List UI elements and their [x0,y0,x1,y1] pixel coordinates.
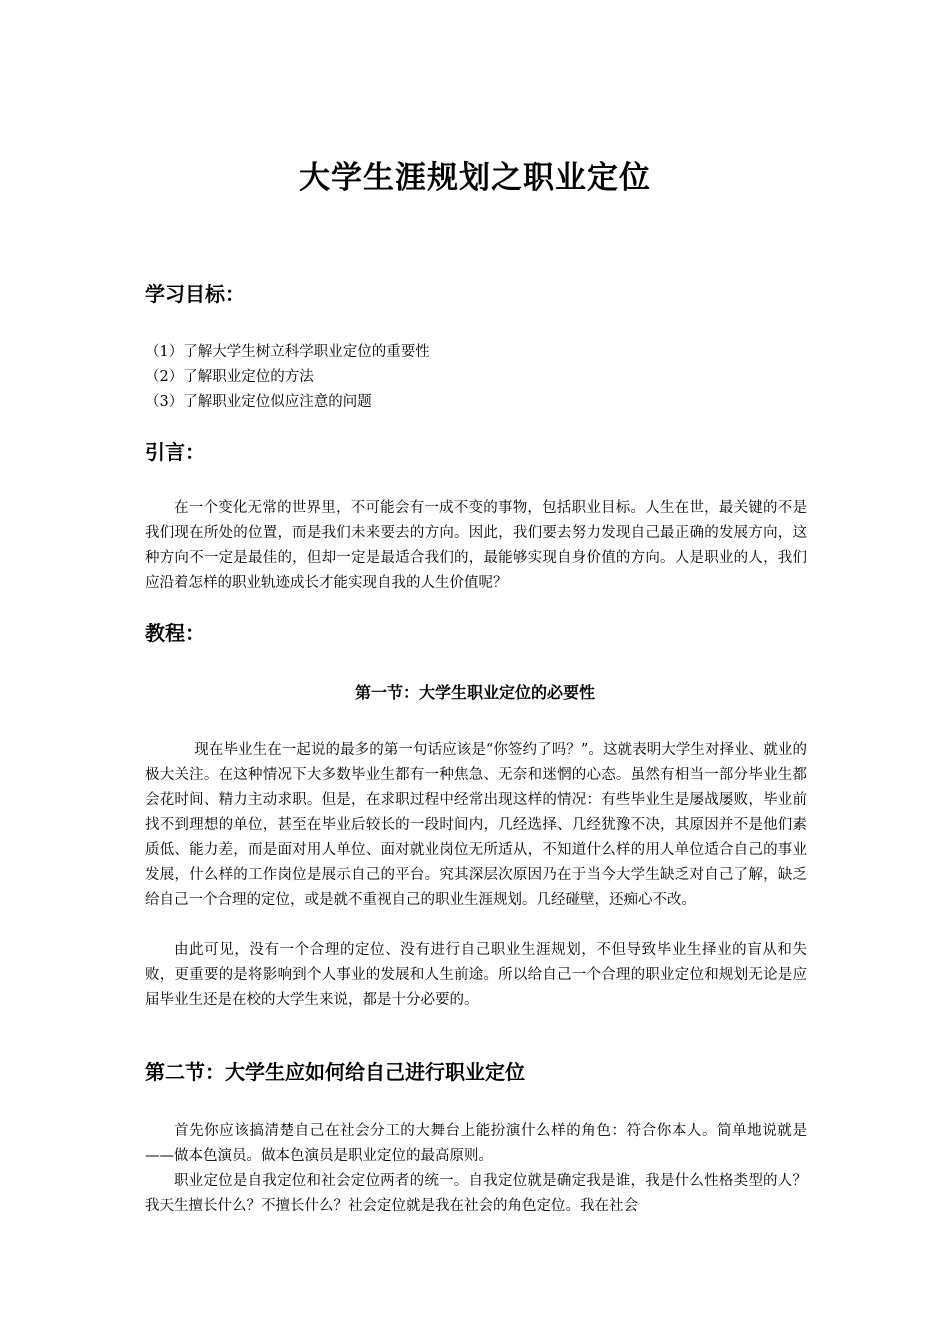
section1-paragraph-1: 现在毕业生在一起说的最多的第一句话应该是“你签约了吗？”。这就表明大学生对择业、就业的极大关注。在这种情况下大多数毕业生都有一种焦急、无奈和迷惘的心态。虽然有相当一部分毕业生都会花时间、精力主动求职。但是，在求职过程中经常出现这样的情况：有些毕业生是屡战屡败，毕业前找不到理想的单位，甚至在毕业后较长的一段时间内，几经选择、几经犹豫不决，其原因并不是他们素质低、能力差，而是面对用人单位、面对就业岗位无所适从，不知道什么样的用人单位适合自己的事业发展，什么样的工作岗位是展示自己的平台。究其深层次原因乃在于当今大学生缺乏对自己了解，缺乏给自己一个合理的定位，或是就不重视自己的职业生涯规划。几经碰壁，还痴心不改。 [145,742,807,908]
section2-paragraph-2: 职业定位是自我定位和社会定位两者的统一。自我定位就是确定我是谁，我是什么性格类型的人？我天生擅长什么？不擅长什么？社会定位就是我在社会的角色定位。我在社会 [145,1173,807,1214]
tutorial-heading: 教程： [145,621,205,645]
intro-paragraph: 在一个变化无常的世界里，不可能会有一成不变的事物，包括职业目标。人生在世，最关键的不是我们现在所处的位置，而是我们未来要去的方向。因此，我们要去努力发现自己最正确的发展方向，这种方向不一定是最佳的，但却一定是最适合我们的，最能够实现自身价值的方向。人是职业的人，我们应沿着怎样的职业轨迹成长才能实现自我的人生价值呢？ [145,500,807,591]
list-item: （3）了解职业定位似应注意的问题 [145,394,372,410]
list-item: （2）了解职业定位的方法 [145,369,314,385]
section1-paragraph-2: 由此可见，没有一个合理的定位、没有进行自己职业生涯规划，不但导致毕业生择业的盲从和失败，更重要的是将影响到个人事业的发展和人生前途。所以给自己一个合理的职业定位和规划无论是应届毕业生还是在校的大学生来说，都是十分必要的。 [145,942,807,1008]
list-item: （1）了解大学生树立科学职业定位的重要性 [145,344,430,360]
section2-title: 第二节：大学生应如何给自己进行职业定位 [145,1060,525,1084]
document-title: 大学生涯规划之职业定位 [299,160,651,196]
section1-title: 第一节：大学生职业定位的必要性 [354,683,595,702]
intro-heading: 引言： [145,440,205,464]
section2-paragraph-1: 首先你应该搞清楚自己在社会分工的大舞台上能扮演什么样的角色：符合你本人。简单地说就是——做本色演员。做本色演员是职业定位的最高原则。 [145,1123,807,1164]
learning-goals-list [145,340,430,415]
learning-goals-heading: 学习目标： [145,282,245,306]
